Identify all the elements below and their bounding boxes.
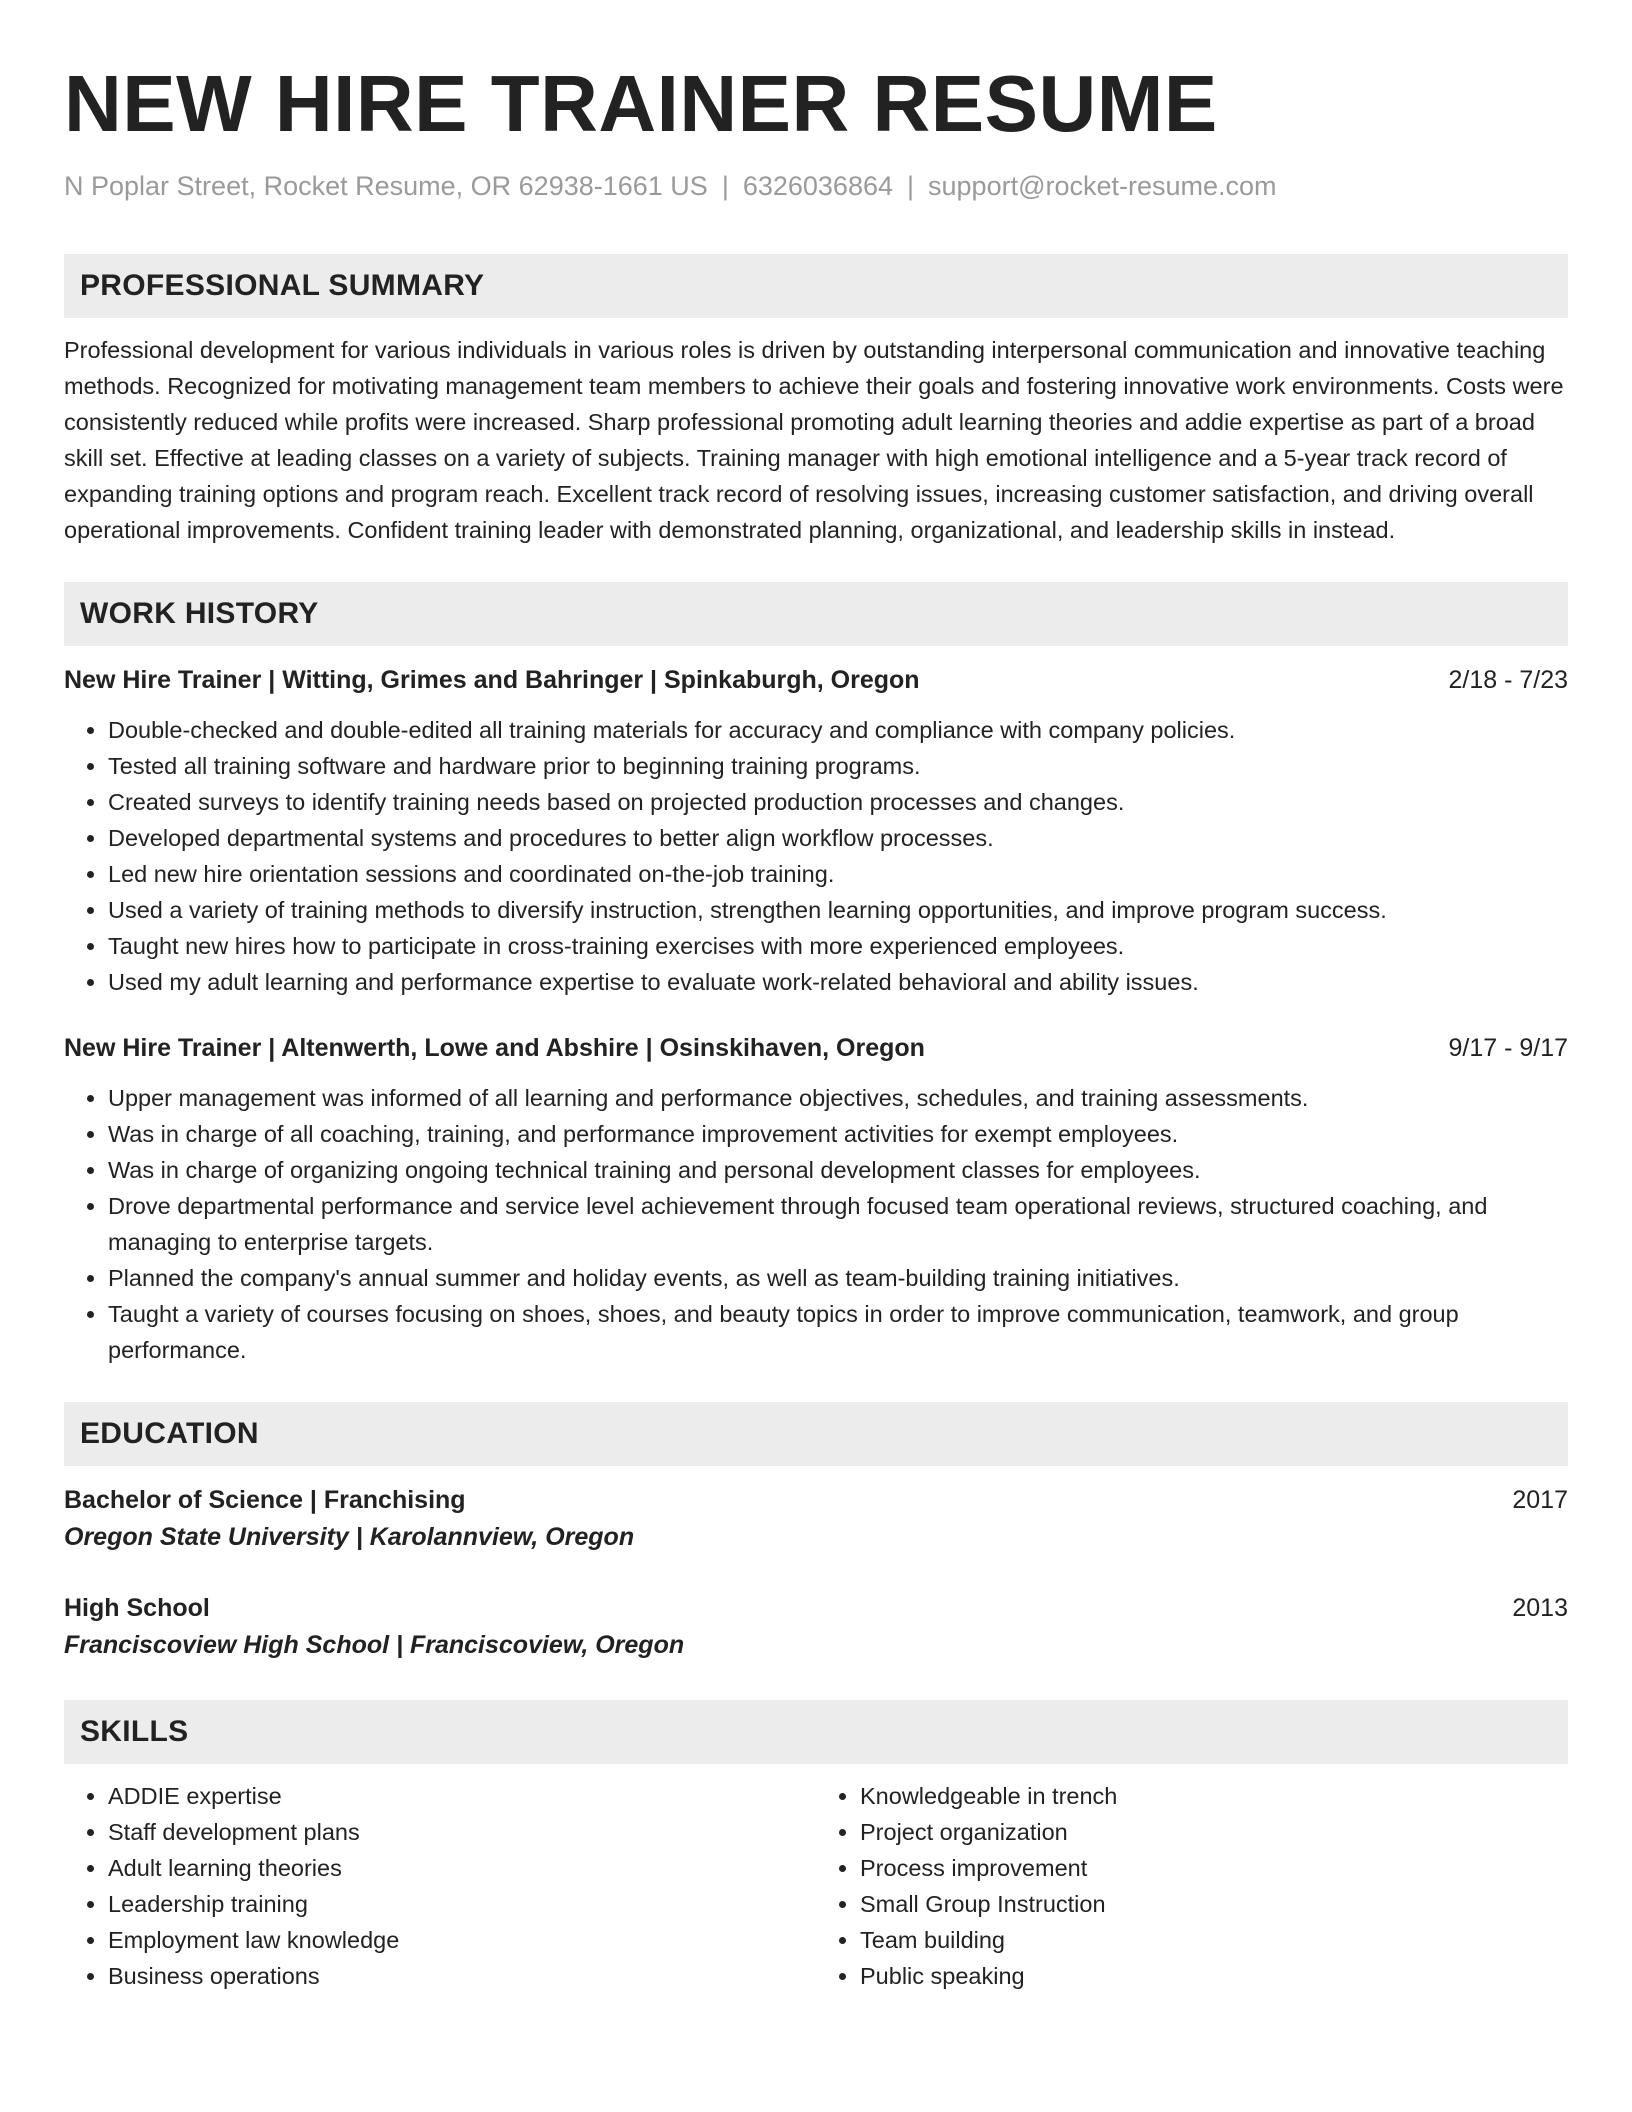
job-dates: 2/18 - 7/23 — [1448, 666, 1568, 694]
contact-phone: 6326036864 — [742, 171, 893, 201]
skill-item: • Project organization — [860, 1814, 1568, 1850]
skill-item: • ADDIE expertise — [108, 1778, 816, 1814]
job-bullet: • Was in charge of organizing ongoing technical training and personal development classes for employees. — [108, 1152, 1568, 1188]
job-bullet: • Drove departmental performance and service level achievement through focused team operational reviews, structured coaching, and managing to enterprise targets. — [108, 1188, 1568, 1260]
education-header — [64, 1590, 1568, 1626]
summary-text: Professional development for various individuals in various roles is driven by outstanding interpersonal communication and innovative teaching methods. Recognized for motivating management team members to achieve their goals and fostering innovative work environments. Costs were consistently reduced while profits were increased. Sharp professional promoting adult learning theories and addie expertise as part of a broad skill set. Effective at leading classes on a variety of subjects. Training manager with high emotional intelligence and a 5-year track record of expanding training options and program reach. Excellent track record of resolving issues, increasing customer satisfaction, and driving overall operational improvements. Confident training leader with demonstrated planning, organizational, and leadership skills in instead. — [64, 337, 1564, 543]
page-title: NEW HIRE TRAINER RESUME — [64, 59, 1218, 148]
skills-heading: SKILLS — [64, 1700, 1568, 1764]
contact-line — [64, 168, 1568, 204]
skill-item: • Employment law knowledge — [108, 1922, 816, 1958]
skill-item: • Knowledgeable in trench — [860, 1778, 1568, 1814]
contact-separator: | — [721, 171, 729, 201]
contact-email: support@rocket-resume.com — [928, 171, 1277, 201]
skill-item: • Team building — [860, 1922, 1568, 1958]
skill-item: • Public speaking — [860, 1958, 1568, 1994]
education-degree: High School — [64, 1594, 210, 1622]
job-bullet: • Created surveys to identify training needs based on projected production processes and changes. — [108, 784, 1568, 820]
education-entry — [64, 1482, 1568, 1556]
summary-heading: PROFESSIONAL SUMMARY — [64, 254, 1568, 318]
job-entry — [64, 662, 1568, 1000]
education-school: Franciscoview High School | Franciscoview, Oregon — [64, 1631, 685, 1659]
work-history-heading: WORK HISTORY — [64, 582, 1568, 646]
skill-item: • Business operations — [108, 1958, 816, 1994]
job-bullet: • Taught a variety of courses focusing on shoes, shoes, and beauty topics in order to improve communication, teamwork, and group performance. — [108, 1296, 1568, 1368]
education-entry — [64, 1590, 1568, 1664]
education-header — [64, 1482, 1568, 1518]
skills-list-left — [64, 1778, 816, 1994]
skill-item: • Leadership training — [108, 1886, 816, 1922]
education-year: 2013 — [1512, 1594, 1568, 1622]
job-bullet: • Planned the company's annual summer and holiday events, as well as team-building training initiatives. — [108, 1260, 1568, 1296]
job-bullet: • Taught new hires how to participate in cross-training exercises with more experienced employees. — [108, 928, 1568, 964]
job-bullet-list — [64, 712, 1568, 1000]
job-bullet: • Used my adult learning and performance expertise to evaluate work-related behavioral and ability issues. — [108, 964, 1568, 1000]
job-bullet: • Led new hire orientation sessions and coordinated on-the-job training. — [108, 856, 1568, 892]
job-entry — [64, 1030, 1568, 1368]
contact-address: N Poplar Street, Rocket Resume, OR 62938-1661 US — [64, 171, 708, 201]
job-header — [64, 662, 1568, 698]
job-header — [64, 1030, 1568, 1066]
contact-separator: | — [907, 171, 915, 201]
job-title: New Hire Trainer | Altenwerth, Lowe and Abshire | Osinskihaven, Oregon — [64, 1034, 925, 1062]
skill-item: • Small Group Instruction — [860, 1886, 1568, 1922]
job-bullet: • Double-checked and double-edited all training materials for accuracy and compliance with company policies. — [108, 712, 1568, 748]
education-year: 2017 — [1512, 1486, 1568, 1514]
job-bullet: • Tested all training software and hardware prior to beginning training programs. — [108, 748, 1568, 784]
skills-columns — [64, 1778, 1568, 1994]
skill-item: • Adult learning theories — [108, 1850, 816, 1886]
job-bullet: • Used a variety of training methods to diversify instruction, strengthen learning opportunities, and improve program success. — [108, 892, 1568, 928]
skill-item: • Staff development plans — [108, 1814, 816, 1850]
job-title: New Hire Trainer | Witting, Grimes and Bahringer | Spinkaburgh, Oregon — [64, 666, 920, 694]
skill-item: • Process improvement — [860, 1850, 1568, 1886]
job-bullet: • Upper management was informed of all learning and performance objectives, schedules, and training assessments. — [108, 1080, 1568, 1116]
job-bullet: • Developed departmental systems and procedures to better align workflow processes. — [108, 820, 1568, 856]
education-school: Oregon State University | Karolannview, Oregon — [64, 1523, 635, 1551]
skills-list-right — [816, 1778, 1568, 1994]
job-bullet-list — [64, 1080, 1568, 1368]
education-heading: EDUCATION — [64, 1402, 1568, 1466]
job-dates: 9/17 - 9/17 — [1448, 1034, 1568, 1062]
job-bullet: • Was in charge of all coaching, training, and performance improvement activities for exempt employees. — [108, 1116, 1568, 1152]
education-degree: Bachelor of Science | Franchising — [64, 1486, 466, 1514]
